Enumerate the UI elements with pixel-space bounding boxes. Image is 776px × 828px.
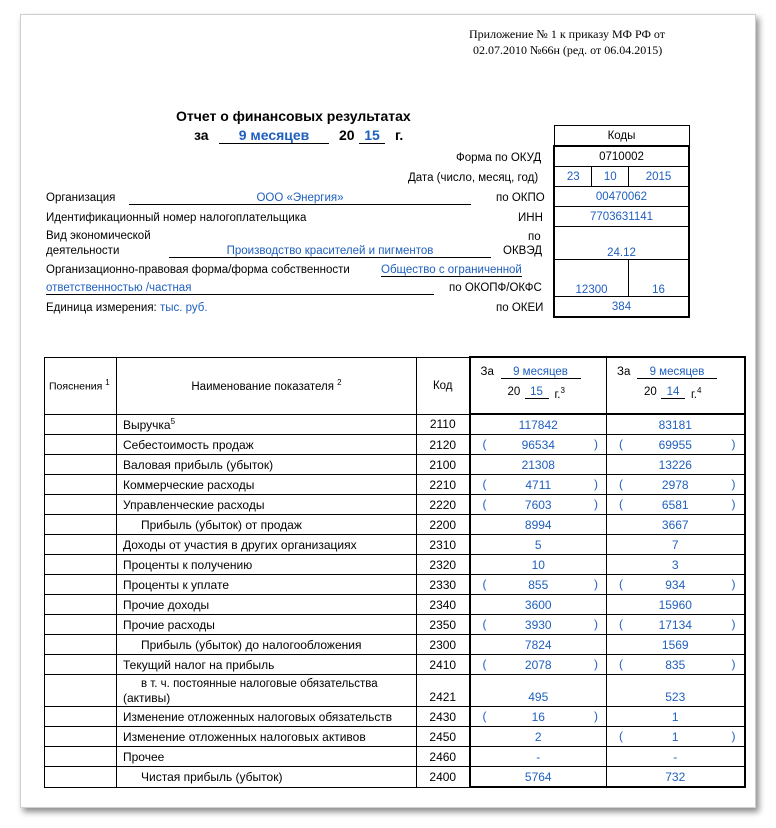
row-current-value: 96534	[521, 437, 555, 452]
row-code: 2220	[417, 495, 470, 515]
row-previous-cell	[607, 435, 745, 455]
row-previous-value: 83181	[607, 414, 745, 435]
row-name: Проценты к получению	[117, 555, 417, 575]
cur-g-text: г.	[554, 388, 561, 401]
paren-close: )	[731, 497, 736, 511]
prev-period: 9 месяцев	[637, 366, 717, 379]
row-current-cell	[470, 435, 607, 455]
row-name-line-2: (активы)	[123, 691, 171, 705]
title-period: 9 месяцев	[219, 127, 329, 144]
row-current-value: 495	[470, 675, 607, 707]
row-code: 2460	[417, 747, 470, 767]
okved-value: 24.12	[554, 227, 689, 260]
table-row	[45, 767, 745, 788]
cur-year: 15	[525, 386, 549, 399]
notes-cell	[45, 675, 117, 707]
row-code: 2421	[417, 675, 470, 707]
row-code: 2200	[417, 515, 470, 535]
notes-cell	[45, 615, 117, 635]
row-current-value: 5764	[470, 767, 607, 788]
title-year: 15	[359, 127, 385, 144]
table-row	[45, 675, 745, 707]
date-year: 2015	[629, 167, 689, 187]
notes-cell	[45, 455, 117, 475]
okei-value: 384	[554, 297, 689, 318]
appendix-line-1	[469, 27, 665, 42]
title-g: г.	[395, 127, 404, 143]
row-current-cell	[470, 575, 607, 595]
unit-label: Единица измерения:	[46, 302, 157, 314]
paren-close: )	[731, 657, 736, 671]
row-previous-value: 3	[607, 555, 745, 575]
legal-form-value-2: ответственностью /частная	[46, 282, 434, 295]
date-label: Дата (число, месяц, год)	[408, 172, 539, 184]
table-row	[45, 555, 745, 575]
row-code: 2340	[417, 595, 470, 615]
unit-row	[46, 302, 208, 314]
row-previous-value: 7	[607, 535, 745, 555]
paren-close: )	[731, 729, 736, 743]
paren-close: )	[594, 477, 598, 491]
row-code: 2330	[417, 575, 470, 595]
prev-g	[691, 386, 701, 401]
notes-cell	[45, 435, 117, 455]
report-sheet	[20, 14, 756, 808]
row-previous-value: 15960	[607, 595, 745, 615]
row-current-value: 2	[470, 727, 607, 747]
row-previous-cell	[607, 615, 745, 635]
col-notes-text: Пояснения	[49, 380, 103, 393]
paren-close: )	[731, 617, 736, 631]
row-name-sup: 5	[170, 416, 176, 426]
paren-open: (	[482, 437, 487, 451]
row-name: Себестоимость продаж	[117, 435, 417, 455]
row-current-value: 117842	[470, 414, 607, 435]
paren-open: (	[619, 497, 623, 511]
paren-close: )	[594, 437, 598, 451]
notes-cell	[45, 495, 117, 515]
date-day: 23	[554, 167, 592, 187]
inn-description: Идентификационный номер налогоплательщика	[46, 212, 307, 224]
table-row	[45, 535, 745, 555]
row-current-value: 7824	[470, 635, 607, 655]
row-code: 2350	[417, 615, 470, 635]
row-current-value: 7603	[524, 497, 552, 512]
legal-form-label: Организационно-правовая форма/форма собственности	[46, 264, 350, 276]
table-row	[45, 475, 745, 495]
row-name: Проценты к уплате	[117, 575, 417, 595]
notes-cell	[45, 727, 117, 747]
row-current-value: 16	[531, 709, 545, 724]
notes-cell	[45, 767, 117, 788]
notes-cell	[45, 575, 117, 595]
paren-open: (	[619, 617, 623, 631]
row-previous-cell	[607, 475, 745, 495]
row-name: Прочее	[117, 747, 417, 767]
row-name: Прибыль (убыток) до налогообложения	[117, 635, 417, 655]
col-notes-sup: 1	[105, 378, 110, 388]
row-current-cell	[470, 707, 607, 727]
paren-open: (	[482, 577, 487, 591]
table-row	[45, 575, 745, 595]
row-previous-value: 732	[607, 767, 745, 788]
appendix-text-1: Приложение № 1 к приказу МФ РФ от	[469, 27, 666, 41]
row-current-value: 3600	[470, 595, 607, 615]
okpo-value: 00470062	[554, 187, 689, 207]
prev-g-text: г.	[691, 388, 697, 401]
paren-open: (	[619, 657, 623, 671]
okei-label: по ОКЕИ	[496, 302, 544, 314]
row-code: 2400	[417, 767, 470, 788]
row-name: Текущий налог на прибыль	[117, 655, 417, 675]
okopf-label: по ОКОПФ/ОКФС	[449, 282, 542, 294]
prev-za: За	[617, 366, 631, 378]
okud-label: Форма по ОКУД	[456, 152, 542, 164]
row-name: Прибыль (убыток) от продаж	[117, 515, 417, 535]
cur-za: За	[480, 366, 494, 378]
notes-cell	[45, 595, 117, 615]
table-row	[45, 747, 745, 767]
codes-header: Коды	[554, 126, 689, 147]
codes-table	[553, 125, 690, 318]
row-code: 2110	[417, 414, 470, 435]
col-code-header: Код	[417, 357, 470, 414]
row-previous-cell	[607, 655, 745, 675]
activity-label-2: деятельности	[46, 245, 120, 257]
row-current-value: 855	[528, 577, 549, 592]
okfs-value: 16	[629, 260, 689, 297]
row-code: 2310	[417, 535, 470, 555]
row-previous-cell	[607, 495, 745, 515]
row-current-cell	[470, 495, 607, 515]
title-year-prefix: 20	[339, 127, 355, 143]
table-row	[45, 435, 745, 455]
row-current-value: 3930	[524, 617, 552, 632]
inn-value: 7703631141	[554, 207, 689, 227]
row-code: 2410	[417, 655, 470, 675]
row-name: Прочие доходы	[117, 595, 417, 615]
report-title: Отчет о финансовых результатах	[176, 108, 411, 124]
row-current-cell	[470, 655, 607, 675]
cur-period: 9 месяцев	[501, 366, 581, 379]
row-previous-value: 3667	[607, 515, 745, 535]
org-label: Организация	[46, 192, 116, 204]
table-row	[45, 515, 745, 535]
row-name	[117, 414, 417, 435]
paren-open: (	[482, 477, 487, 491]
row-code: 2450	[417, 727, 470, 747]
notes-cell	[45, 475, 117, 495]
activity-value: Производство красителей и пигментов	[169, 245, 491, 258]
paren-close: )	[594, 497, 598, 511]
row-code: 2210	[417, 475, 470, 495]
row-previous-value: 17134	[658, 617, 692, 632]
financial-results-table	[44, 356, 746, 788]
paren-open: (	[619, 577, 623, 591]
paren-open: (	[619, 729, 623, 743]
notes-cell	[45, 414, 117, 435]
prev-20: 20	[644, 386, 657, 398]
col-current-header	[470, 357, 607, 414]
row-name-line-1: в т. ч. постоянные налоговые обязательства	[141, 678, 378, 690]
row-code: 2300	[417, 635, 470, 655]
table-row	[45, 707, 745, 727]
table-row	[45, 495, 745, 515]
row-current-value: -	[470, 747, 607, 767]
row-previous-value: 69955	[658, 437, 692, 452]
paren-open: (	[619, 437, 623, 451]
row-name: Доходы от участия в других организациях	[117, 535, 417, 555]
col-name-text: Наименование показателя	[191, 380, 334, 393]
row-previous-value: 934	[665, 577, 686, 592]
row-previous-value: 523	[607, 675, 745, 707]
row-previous-value: 1	[607, 707, 745, 727]
row-previous-value: 6581	[661, 497, 689, 512]
appendix-line-2: 02.07.2010 №66н (ред. от 06.04.2015)	[473, 43, 663, 57]
paren-close: )	[594, 709, 598, 723]
row-current-value: 21308	[470, 455, 607, 475]
table-row	[45, 727, 745, 747]
paren-open: (	[482, 497, 487, 511]
table-row	[45, 414, 745, 435]
cur-20: 20	[507, 386, 521, 398]
paren-open: (	[619, 477, 623, 491]
notes-cell	[45, 515, 117, 535]
row-name-text: Выручка	[123, 417, 171, 432]
okved-label-2: ОКВЭД	[503, 245, 542, 257]
table-row	[45, 655, 745, 675]
table-row	[45, 455, 745, 475]
cur-g	[555, 386, 565, 401]
legal-form-value-1-text: Общество с ограниченной	[381, 264, 522, 276]
table-row	[45, 595, 745, 615]
unit-value: тыс. руб.	[159, 302, 208, 314]
prev-year: 14	[661, 386, 685, 399]
inn-label: ИНН	[518, 212, 543, 224]
paren-close: )	[594, 577, 598, 591]
okopf-value: 12300	[554, 260, 629, 297]
activity-label-1: Вид экономической	[46, 230, 151, 242]
paren-open: (	[482, 617, 487, 631]
row-name: Управленческие расходы	[117, 495, 417, 515]
row-code: 2320	[417, 555, 470, 575]
row-name: Коммерческие расходы	[117, 475, 417, 495]
row-current-value: 10	[470, 555, 607, 575]
col-name-header	[117, 357, 417, 414]
paren-open: (	[482, 657, 487, 671]
row-current-cell	[470, 615, 607, 635]
notes-cell	[45, 635, 117, 655]
okpo-label: по ОКПО	[496, 192, 545, 204]
row-current-value: 5	[470, 535, 607, 555]
notes-cell	[45, 555, 117, 575]
row-previous-cell	[607, 575, 745, 595]
row-name: Изменение отложенных налоговых обязательств	[117, 707, 417, 727]
row-previous-value: 1	[671, 729, 679, 744]
org-value: ООО «Энергия»	[129, 192, 471, 205]
legal-form-value-1	[381, 264, 522, 277]
row-name: Чистая прибыль (убыток)	[117, 767, 417, 788]
row-previous-value: 2978	[661, 477, 689, 492]
row-name: Изменение отложенных налоговых активов	[117, 727, 417, 747]
row-previous-value: 835	[665, 657, 686, 672]
prev-sup: 4	[697, 386, 702, 395]
table-header-row	[45, 357, 745, 414]
table-row	[45, 635, 745, 655]
okud-value: 0710002	[554, 146, 689, 167]
row-name	[117, 675, 417, 707]
row-current-cell	[470, 475, 607, 495]
row-previous-value: -	[607, 747, 745, 767]
okved-label-1: по	[528, 231, 541, 243]
notes-cell	[45, 747, 117, 767]
paren-close: )	[594, 617, 598, 631]
col-notes-header	[45, 357, 117, 414]
row-previous-value: 1569	[607, 635, 745, 655]
row-code: 2100	[417, 455, 470, 475]
date-month: 10	[592, 167, 629, 187]
row-current-value: 4711	[525, 477, 552, 492]
cur-sup: 3	[560, 386, 565, 395]
row-code: 2430	[417, 707, 470, 727]
paren-close: )	[731, 437, 736, 451]
paren-close: )	[731, 577, 736, 591]
title-za: за	[194, 127, 209, 143]
row-name: Прочие расходы	[117, 615, 417, 635]
row-previous-cell	[607, 727, 745, 747]
row-code: 2120	[417, 435, 470, 455]
row-previous-value: 13226	[607, 455, 745, 475]
notes-cell	[45, 535, 117, 555]
row-current-value: 2078	[524, 657, 552, 672]
paren-close: )	[594, 657, 598, 671]
row-current-value: 8994	[470, 515, 607, 535]
col-name-sup: 2	[337, 378, 342, 388]
col-previous-header	[607, 357, 745, 414]
paren-open: (	[482, 709, 487, 723]
notes-cell	[45, 707, 117, 727]
table-row	[45, 615, 745, 635]
row-name: Валовая прибыль (убыток)	[117, 455, 417, 475]
paren-close: )	[731, 477, 736, 491]
notes-cell	[45, 655, 117, 675]
